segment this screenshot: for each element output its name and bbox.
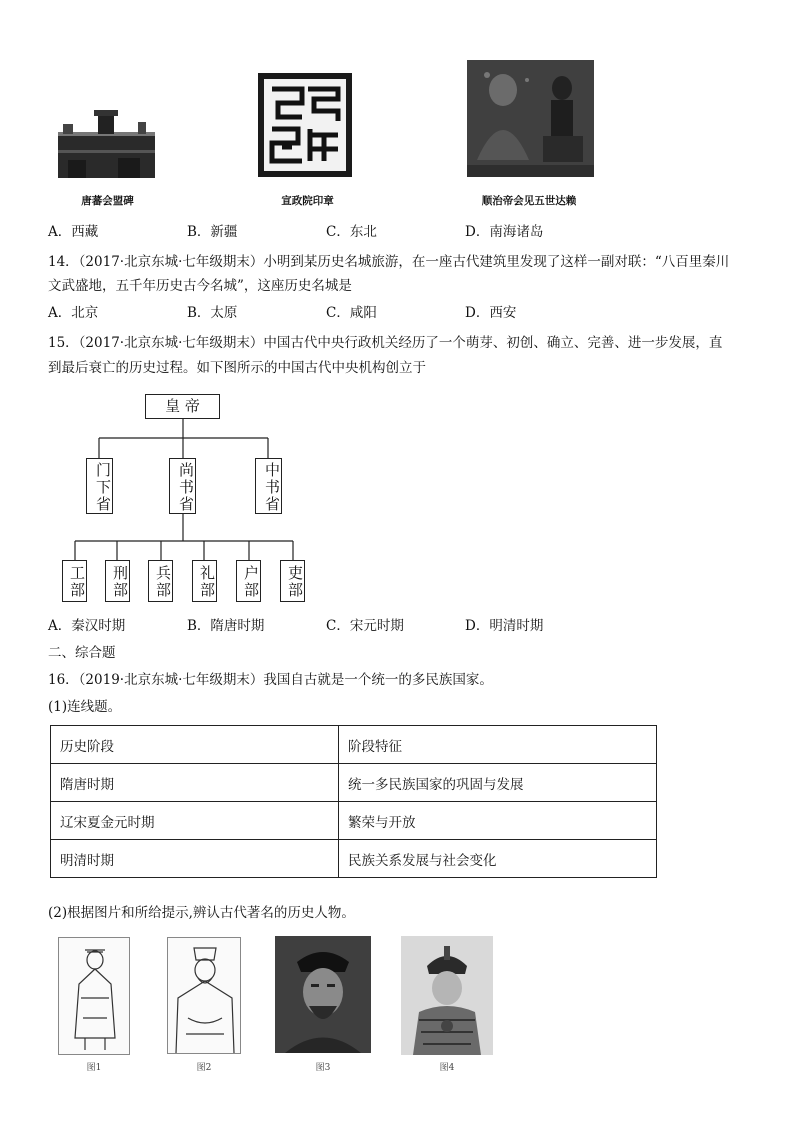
table-header-row xyxy=(51,726,657,764)
table-cell-stage: 隋唐时期 xyxy=(51,764,339,802)
caption-tibet-stele: 唐蕃会盟碑 xyxy=(81,195,134,207)
table-cell-stage: 明清时期 xyxy=(51,840,339,878)
table-row xyxy=(51,840,657,878)
q15-option-b[interactable]: B．隋唐时期 xyxy=(187,618,265,634)
table-header-stage: 历史阶段 xyxy=(51,726,339,764)
q13-option-a[interactable]: A．西藏 xyxy=(48,224,99,240)
portrait-figure-3 xyxy=(275,936,371,1053)
q15-option-c[interactable]: C．宋元时期 xyxy=(326,618,404,634)
org-libu-personnel-box: 吏部 xyxy=(280,560,305,602)
org-gongbu-box: 工部 xyxy=(62,560,87,602)
matching-table xyxy=(50,725,657,878)
caption-shunzhi-dalai: 顺治帝会见五世达赖 xyxy=(481,195,577,207)
table-row xyxy=(51,764,657,802)
tibet-stele-photo xyxy=(58,110,155,178)
q15-stem-line1: 15．（2017·北京东城·七年级期末）中国古代中央行政机关经历了一个萌芽、初创、确立、完善、进一步发展，直 xyxy=(48,335,723,351)
portrait-caption-2: 图2 xyxy=(196,1063,212,1073)
shunzhi-dalai-painting xyxy=(467,60,594,177)
q14-option-b[interactable]: B．太原 xyxy=(187,305,238,321)
portrait-caption-4: 图4 xyxy=(439,1063,455,1073)
portrait-caption-1: 图1 xyxy=(86,1063,102,1073)
q14-option-d[interactable]: D．西安 xyxy=(465,305,517,321)
org-xingbu-box: 刑部 xyxy=(105,560,130,602)
q16-stem: 16．（2019·北京东城·七年级期末）我国自古就是一个统一的多民族国家。 xyxy=(48,672,493,688)
portrait-figure-1 xyxy=(58,937,130,1055)
portrait-figure-2 xyxy=(167,937,241,1054)
org-bingbu-box: 兵部 xyxy=(148,560,173,602)
table-header-feature: 阶段特征 xyxy=(339,726,657,764)
table-cell-feature: 统一多民族国家的巩固与发展 xyxy=(339,764,657,802)
table-cell-stage: 辽宋夏金元时期 xyxy=(51,802,339,840)
q14-option-a[interactable]: A．北京 xyxy=(48,305,99,321)
org-libu-rites-box: 礼部 xyxy=(192,560,217,602)
q14-stem-line1: 14．（2017·北京东城·七年级期末）小明到某历史名城旅游，在一座古代建筑里发现了这样一副对联：“八百里秦川 xyxy=(48,254,730,270)
central-government-org-chart xyxy=(50,388,320,610)
xuanzheng-seal-image xyxy=(258,73,352,177)
org-menxia-box: 门下省 xyxy=(86,458,113,514)
q16-sub2: (2)根据图片和所给提示,辨认古代著名的历史人物。 xyxy=(48,905,355,921)
table-cell-feature: 民族关系发展与社会变化 xyxy=(339,840,657,878)
caption-xuanzheng-seal: 宣政院印章 xyxy=(281,195,334,207)
section-heading-comprehensive: 二、综合题 xyxy=(48,645,116,661)
q14-stem-line2: 文武盛地，五千年历史古今名城”，这座历史名城是 xyxy=(48,278,352,294)
q13-option-d[interactable]: D．南海诸岛 xyxy=(465,224,544,240)
q16-sub1: (1)连线题。 xyxy=(48,699,122,715)
org-emperor-box: 皇 帝 xyxy=(145,394,220,419)
portrait-caption-3: 图3 xyxy=(315,1063,331,1073)
table-row xyxy=(51,802,657,840)
q15-option-d[interactable]: D．明清时期 xyxy=(465,618,544,634)
q15-option-a[interactable]: A．秦汉时期 xyxy=(48,618,126,634)
table-cell-feature: 繁荣与开放 xyxy=(339,802,657,840)
org-zhongshu-box: 中书省 xyxy=(255,458,282,514)
q15-stem-line2: 到最后衰亡的历史过程。如下图所示的中国古代中央机构创立于 xyxy=(48,360,426,376)
q14-option-c[interactable]: C．咸阳 xyxy=(326,305,377,321)
q13-option-c[interactable]: C．东北 xyxy=(326,224,377,240)
org-hubu-box: 户部 xyxy=(236,560,261,602)
portrait-figure-4 xyxy=(401,936,493,1055)
org-shangshu-box: 尚书省 xyxy=(169,458,196,514)
q13-option-b[interactable]: B．新疆 xyxy=(187,224,238,240)
